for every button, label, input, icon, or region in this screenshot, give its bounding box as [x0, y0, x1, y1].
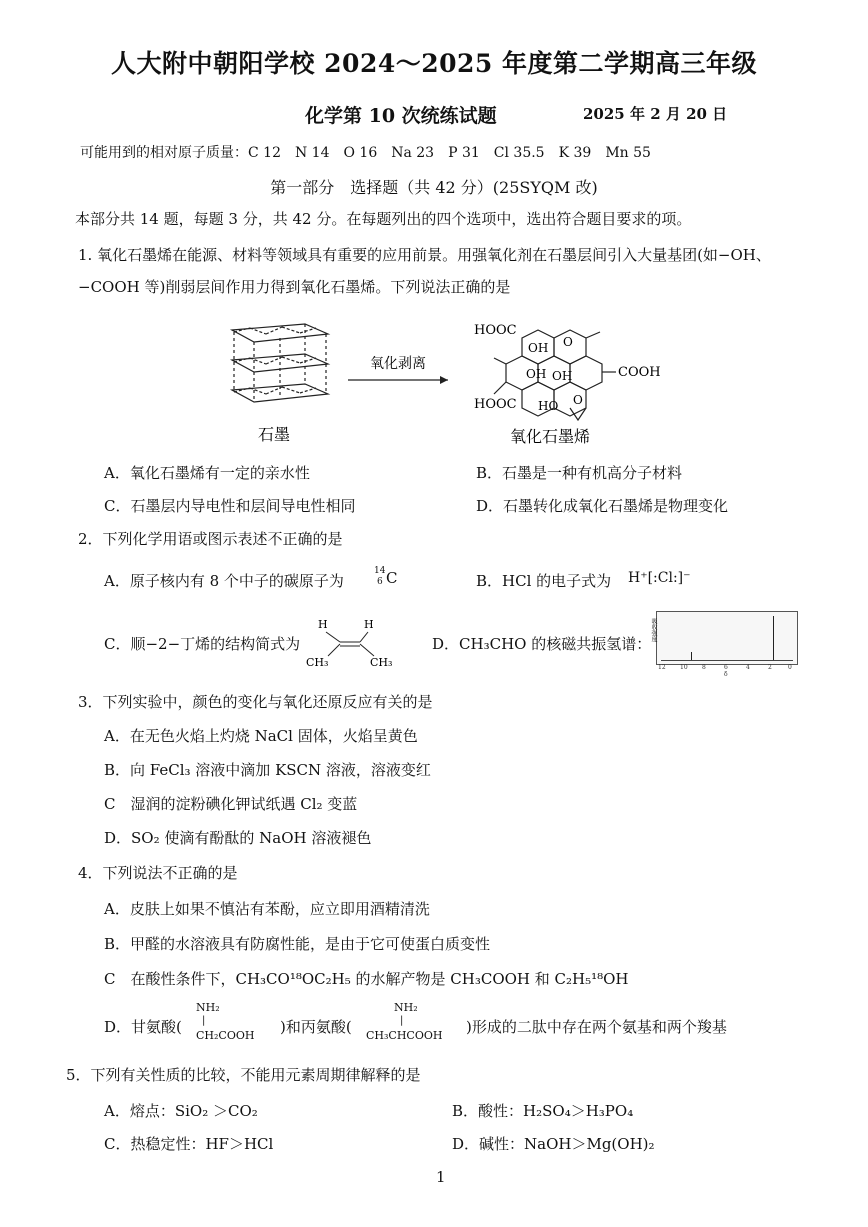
- nuclide-symbol: C: [386, 569, 398, 587]
- q2-nuclide: [374, 566, 404, 588]
- graphite-structure: [232, 324, 328, 402]
- nmr-peak-1: [773, 616, 774, 660]
- glycine-bond: |: [202, 1015, 206, 1026]
- glycine-chain: CH₂COOH: [196, 1029, 255, 1042]
- group-oh-2: OH: [526, 367, 547, 381]
- q1-option-c: C．石墨层内导电性和层间导电性相同: [104, 497, 356, 515]
- q5-option-d: D．碱性：NaOH＞Mg(OH)₂: [452, 1135, 655, 1153]
- group-ho: HO: [538, 399, 559, 413]
- group-oh-1: OH: [528, 341, 549, 355]
- nmr-ylabel: 吸收强度: [650, 618, 657, 642]
- q1-option-d: D．石墨转化成氧化石墨烯是物理变化: [476, 497, 729, 515]
- group-oh-3: OH: [552, 369, 573, 383]
- graphite-label: 石墨: [258, 425, 291, 444]
- arrow-head-icon: [440, 376, 448, 384]
- exam-title: 人大附中朝阳学校 2024～2025 年度第二学期高三年级: [110, 49, 758, 78]
- nuclide-atomic-number: 6: [377, 577, 383, 587]
- q3-option-c: C 湿润的淀粉碘化钾试纸遇 Cl₂ 变蓝: [104, 795, 358, 813]
- alanine-structure: [364, 1001, 464, 1047]
- exam-date: 2025 年 2 月 20 日: [583, 105, 728, 123]
- cis-h-right: H: [364, 618, 374, 631]
- glycine-structure: [188, 1001, 278, 1047]
- hcl-electron-formula: H⁺[:Cl:]⁻: [628, 570, 691, 586]
- alanine-nh2: NH₂: [394, 1001, 418, 1014]
- nmr-peak-2: [691, 652, 692, 660]
- q3-option-a: A．在无色火焰上灼烧 NaCl 固体，火焰呈黄色: [104, 727, 418, 745]
- q2-stem: 2．下列化学用语或图示表述不正确的是: [78, 530, 343, 548]
- q4-option-a: A．皮肤上如果不慎沾有苯酚，应立即用酒精清洗: [104, 900, 430, 918]
- q4-stem: 4．下列说法不正确的是: [78, 864, 238, 882]
- q2-option-c: C．顺−2−丁烯的结构简式为: [104, 635, 301, 653]
- cis-ch3-right: CH₃: [370, 656, 393, 669]
- q1-stem-line1: 1. 氧化石墨烯在能源、材料等领域具有重要的应用前景。用强氧化剂在石墨层间引入大量基团(如−OH、: [78, 246, 771, 264]
- section-intro: 本部分共 14 题，每题 3 分，共 42 分。在每题列出的四个选项中，选出符合题目要求的项。: [75, 210, 692, 228]
- q4-option-d-prefix: D．甘氨酸(: [104, 1018, 182, 1036]
- q5-stem: 5．下列有关性质的比较，不能用元素周期律解释的是: [66, 1066, 421, 1084]
- cis-h-left: H: [318, 618, 328, 631]
- q2-option-a: A．原子核内有 8 个中子的碳原子为: [104, 572, 344, 590]
- q5-option-b: B．酸性：H₂SO₄＞H₃PO₄: [452, 1102, 634, 1120]
- group-hooc-top: HOOC: [474, 323, 517, 338]
- nuclide-mass: 14: [374, 566, 386, 576]
- group-hooc-bottom: HOOC: [474, 397, 517, 412]
- q3-option-d: D．SO₂ 使滴有酚酞的 NaOH 溶液褪色: [104, 829, 372, 847]
- q5-option-c: C．热稳定性：HF＞HCl: [104, 1135, 274, 1153]
- q1-option-b: B．石墨是一种有机高分子材料: [476, 464, 683, 482]
- atomic-masses: 可能用到的相对原子质量：C 12 N 14 O 16 Na 23 P 31 Cl 35.5 K 39 Mn 55: [80, 145, 651, 161]
- q4-option-d-mid: )和丙氨酸(: [280, 1018, 352, 1036]
- q4-option-d-suffix: )形成的二肽中存在两个氨基和两个羧基: [466, 1018, 727, 1036]
- q3-option-b: B．向 FeCl₃ 溶液中滴加 KSCN 溶液，溶液变红: [104, 761, 431, 779]
- q2-option-b: B．HCl 的电子式为: [476, 572, 612, 590]
- q1-option-a: A．氧化石墨烯有一定的亲水性: [104, 464, 310, 482]
- glycine-nh2: NH₂: [196, 1001, 220, 1014]
- q1-stem-line2: −COOH 等)削弱层间作用力得到氧化石墨烯。下列说法正确的是: [78, 278, 511, 296]
- q1-figure: [220, 312, 670, 457]
- q5-option-a: A．熔点：SiO₂ ＞CO₂: [104, 1102, 258, 1120]
- arrow-label: 氧化剥离: [370, 356, 426, 372]
- q2-option-d: D．CH₃CHO 的核磁共振氢谱：: [432, 635, 652, 653]
- section-title: 第一部分 选择题（共 42 分）(25SYQM 改): [270, 178, 598, 197]
- alanine-bond: |: [400, 1015, 404, 1026]
- page-number: 1: [436, 1168, 446, 1186]
- group-o-2: O: [573, 393, 583, 407]
- q3-stem: 3．下列实验中，颜色的变化与氧化还原反应有关的是: [78, 693, 433, 711]
- alanine-chain: CH₃CHCOOH: [366, 1029, 443, 1042]
- cis-2-butene-structure: [306, 616, 406, 670]
- nmr-axis: [661, 660, 793, 661]
- group-cooh-right: COOH: [618, 365, 661, 380]
- q4-option-c: C 在酸性条件下，CH₃CO¹⁸OC₂H₅ 的水解产物是 CH₃COOH 和 C₂H₅¹⁸OH: [104, 970, 629, 988]
- group-o-1: O: [563, 335, 573, 349]
- cis-ch3-left: CH₃: [306, 656, 329, 669]
- q4-option-b: B．甲醛的水溶液具有防腐性能，是由于它可使蛋白质变性: [104, 935, 491, 953]
- exam-subtitle: 化学第 10 次统练试题: [305, 105, 497, 127]
- nmr-spectrum: [650, 611, 798, 665]
- graphene-oxide-label: 氧化石墨烯: [510, 427, 591, 446]
